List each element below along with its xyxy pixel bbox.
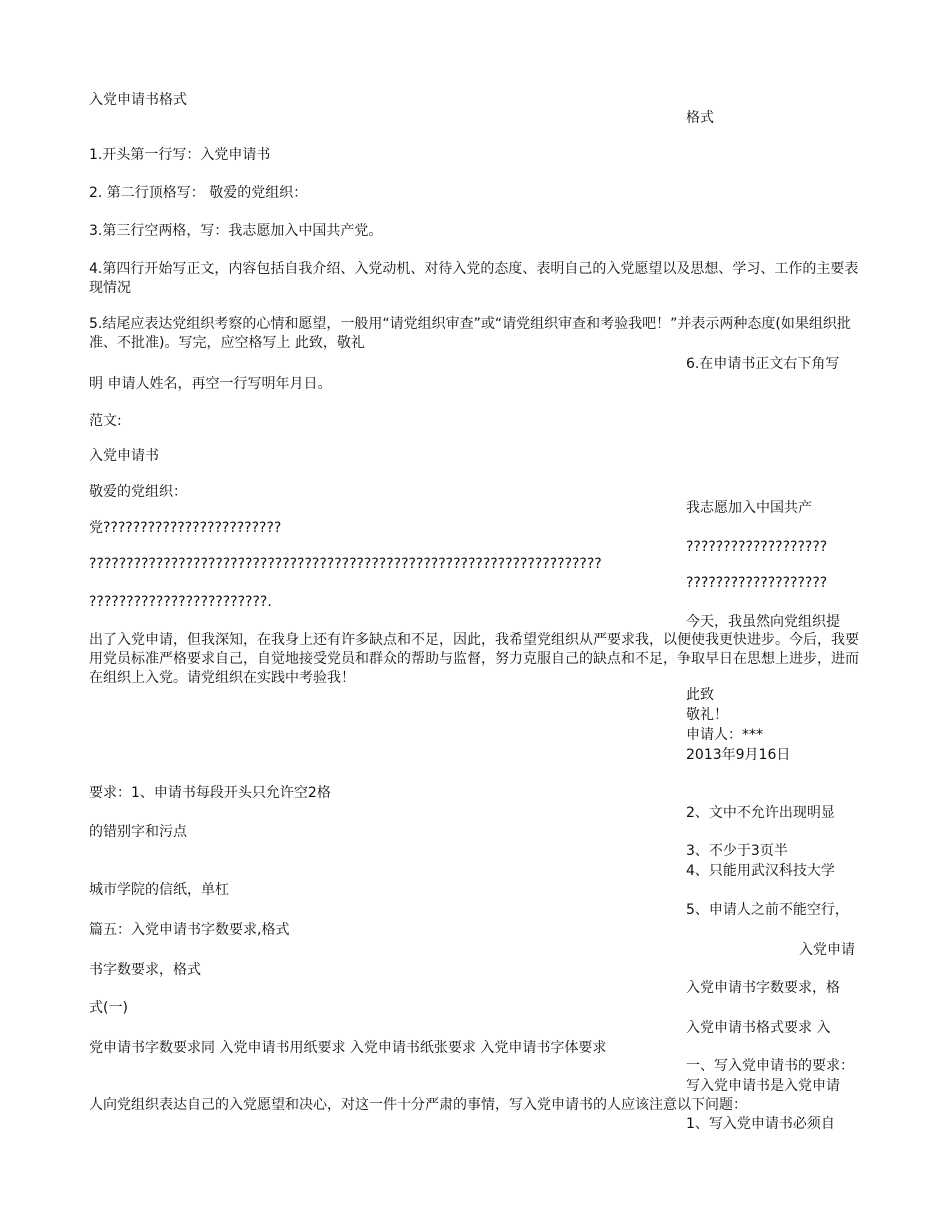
text-line: 人向党组织表达自己的入党愿望和决心，对这一件十分严肃的事情，写入党申请书的人应该注意以下问题：	[89, 1097, 747, 1113]
subheading: 一、写入党申请书的要求：	[686, 1058, 854, 1074]
step-6-start: 6.在申请书正文右下角写	[686, 356, 840, 372]
requirement-1: 要求：1、申请书每段开头只允许空2格	[89, 785, 331, 801]
applicant-name: 申请人：***	[686, 727, 763, 743]
requirement-2: 2、文中不允许出现明显	[686, 805, 835, 821]
sample-label: 范文:	[89, 413, 122, 429]
closing-jingli: 敬礼！	[686, 707, 728, 723]
text-line: ?????????????????????????????????????????????????????????????????????	[89, 556, 602, 572]
text-line: 入党申请书格式要求 入	[686, 1020, 831, 1036]
body-paragraph: 出了入党申请，但我深知，在我身上还有许多缺点和不足，因此，我希望党组织从严要求我，以便使我更快进步。今后，我要用党员标准严格要求自己，自觉地接受党员和群众的帮助与监督，努力克服自己的缺点和不足，争取早日在思想上进步，进而在组织上入党。请党组织在实践中考验我！	[89, 632, 859, 686]
text-line: 今天，我虽然向党组织提	[686, 614, 840, 630]
text-line: ???????????????????	[686, 539, 828, 555]
step-3: 3.第三行空两格，写：我志愿加入中国共产党。	[89, 223, 383, 239]
closing-cizhi: 此致	[686, 687, 714, 703]
date: 2013年9月16日	[686, 747, 791, 763]
step-5: 5.结尾应表达党组织考察的心情和愿望，一般用“请党组织审查”或“请党组织审查和考验我吧！”并表示两种态度(如果组织批准、不批准)。写完，应空格写上 此致，敬礼	[89, 316, 851, 351]
text-line: 式(一)	[89, 1000, 128, 1016]
requirement-3: 3、不少于3页半	[686, 843, 788, 859]
text-line: 写入党申请书是入党申请	[686, 1078, 840, 1094]
doc-title: 入党申请书格式	[89, 92, 187, 108]
text-line: 入党申请	[799, 942, 855, 958]
section-heading: 篇五：入党申请书字数要求,格式	[89, 922, 290, 938]
step-4: 4.第四行开始写正文，内容包括自我介绍、入党动机、对待入党的态度、表明自己的入党愿望以及思想、学习、工作的主要表现情况	[89, 261, 859, 296]
text-line: 党申请书字数要求同 入党申请书用纸要求 入党申请书纸张要求 入党申请书字体要求	[89, 1040, 607, 1056]
requirement-4: 4、只能用武汉科技大学	[686, 863, 835, 879]
text-line: 格式	[686, 110, 714, 126]
text-line: 党????????????????????????	[89, 520, 282, 536]
requirement-5: 5、申请人之前不能空行，	[686, 902, 849, 918]
text-line: 入党申请书字数要求，格	[686, 980, 840, 996]
text-line: 我志愿加入中国共产	[686, 500, 812, 516]
text-line: 1、写入党申请书必须自	[686, 1116, 835, 1132]
step-6-end: 明 申请人姓名，再空一行写明年月日。	[89, 376, 332, 392]
step-1: 1.开头第一行写：入党申请书	[89, 147, 271, 163]
sample-title: 入党申请书	[89, 448, 159, 464]
requirement-2-cont: 的错别字和污点	[89, 824, 187, 840]
text-line: 书字数要求，格式	[89, 962, 201, 978]
text-line: ???????????????????	[686, 575, 828, 591]
requirement-4-cont: 城市学院的信纸，单杠	[89, 882, 229, 898]
text-line: ????????????????????????.	[89, 594, 272, 610]
step-2: 2. 第二行顶格写： 敬爱的党组织：	[89, 185, 308, 201]
salutation: 敬爱的党组织：	[89, 484, 187, 500]
